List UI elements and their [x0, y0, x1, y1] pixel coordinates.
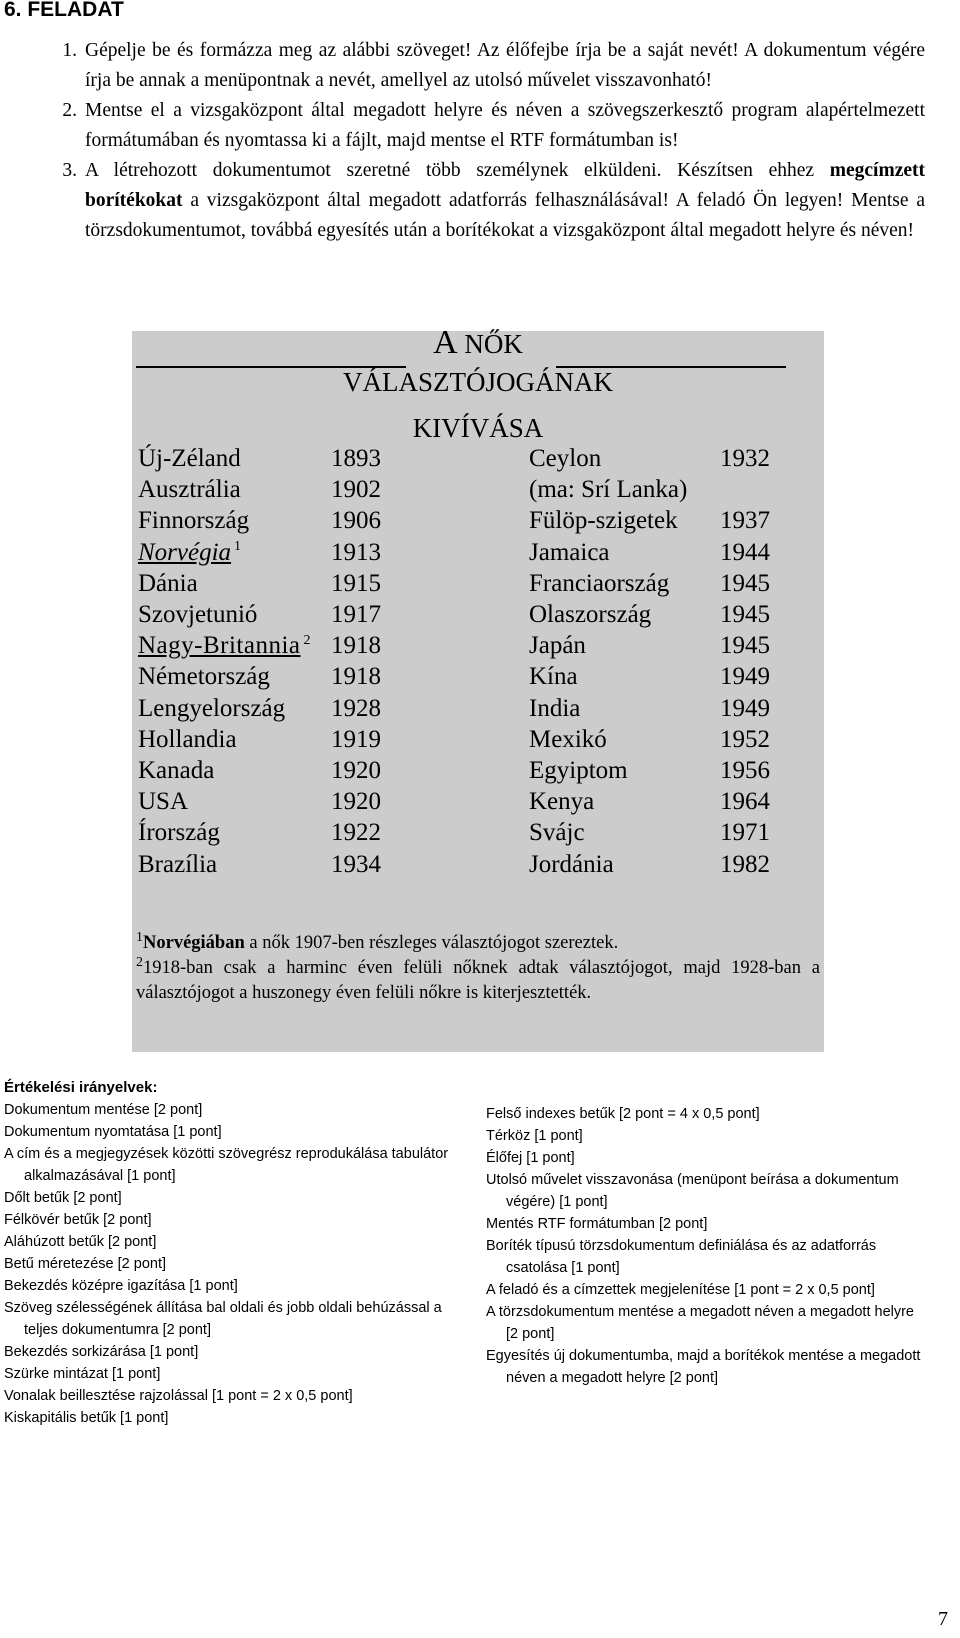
- criteria-item: Dokumentum nyomtatása [1 pont]: [4, 1124, 222, 1140]
- right-row-country: [529, 476, 687, 504]
- criteria-item: Utolsó művelet visszavonása (menüpont beírása a dokumentum végére) [1 pont]: [486, 1172, 899, 1210]
- criteria-item: A törzsdokumentum mentése a megadott néven a megadott helyre [2 pont]: [486, 1304, 914, 1342]
- left-row-year: 1928: [331, 694, 381, 722]
- right-row-country: [529, 726, 607, 754]
- criteria-item: Bekezdés sorkizárása [1 pont]: [4, 1344, 199, 1360]
- left-row-country: [138, 851, 217, 879]
- right-row-country-name: Jordánia: [529, 850, 614, 878]
- left-row-year: 1917: [331, 601, 381, 628]
- left-row-year: 1902: [331, 476, 381, 504]
- criteria-item: Szöveg szélességének állítása bal oldali és jobb oldali behúzással a teljes dokumentumra [2 pont]: [4, 1300, 442, 1338]
- right-row-year: 1982: [720, 850, 770, 878]
- left-row-country: [138, 476, 241, 504]
- criteria-item: Egyesítés új dokumentumba, majd a borítékok mentése a megadott néven a megadott helyre [2 pont]: [486, 1348, 921, 1386]
- criteria-item: Aláhúzott betűk [2 pont]: [4, 1234, 157, 1250]
- criteria-item: Félkövér betűk [2 pont]: [4, 1212, 152, 1228]
- left-row-country-name: Kanada: [138, 757, 215, 784]
- task-item-1: [47, 36, 925, 96]
- task-text-3: [85, 156, 925, 246]
- footnote-2-text: 1918-ban csak a harminc éven felüli nőknek adtak választójogot, majd 1928-ban a választójogot a huszonegy éven felüli nőkre is kiterjesztették.: [136, 958, 820, 1003]
- right-row-country-name: Svájc: [529, 819, 585, 847]
- criteria-item: Kiskapitális betűk [1 pont]: [4, 1410, 169, 1426]
- left-row-country-name: Szovjetunió: [138, 601, 258, 628]
- right-row-year: 1937: [720, 507, 770, 535]
- right-row-country: [529, 632, 586, 660]
- title-line-2: VÁLASZTÓJOGÁNAK: [343, 367, 613, 397]
- right-row-country-name: Kína: [529, 663, 578, 691]
- left-row-country-name: USA: [138, 788, 189, 816]
- title-initial: A: [433, 324, 465, 361]
- left-row-country-name: Ausztrália: [138, 476, 241, 504]
- right-row-country-name: Jamaica: [529, 538, 610, 566]
- criteria-right-column: [486, 1103, 926, 1389]
- left-row-year: 1922: [331, 819, 381, 847]
- left-row-country-name: Norvégia: [138, 538, 232, 566]
- left-row-year: 1920: [331, 788, 381, 816]
- left-row-country: [138, 539, 241, 567]
- task-text-2: Mentse el a vizsgaközpont által megadott helyre és néven a szövegszerkesztő program alapértelmezett formátumában és nyomtassa ki a fájlt, majd mentse el RTF formátumban is!: [85, 100, 925, 151]
- left-row-country: [138, 601, 257, 629]
- left-row-country: [138, 570, 198, 598]
- task-text-3-part-2: a vizsgaközpont által megadott adatforrás felhasználásával! A feladó Ön legyen! Mentse a törzsdokumentumot, továbbá egyesítés után a borítékokat a vizsgaközpont által megadott helyre és néven!: [85, 190, 925, 241]
- right-row-year: 1945: [720, 601, 770, 628]
- right-row-country-name: (ma: Srí Lanka): [529, 476, 688, 504]
- right-row-country-name: Ceylon: [529, 445, 602, 472]
- right-row-year: 1956: [720, 757, 770, 784]
- left-row-country: [138, 632, 311, 660]
- right-row-country: [529, 663, 578, 691]
- right-row-year: 1945: [720, 632, 770, 660]
- right-row-country: [529, 539, 610, 567]
- left-row-footnote-marker: 1: [234, 539, 242, 555]
- right-row-country: [529, 445, 601, 473]
- footnote-1: [136, 931, 820, 956]
- criteria-item: Bekezdés középre igazítása [1 pont]: [4, 1278, 238, 1294]
- right-row-country-name: Olaszország: [529, 601, 652, 628]
- left-row-year: 1919: [331, 725, 381, 753]
- left-row-country-name: Brazília: [138, 850, 218, 878]
- criteria-item: Felső indexes betűk [2 pont = 4 x 0,5 pont]: [486, 1106, 760, 1122]
- criteria-right-list: [486, 1103, 926, 1389]
- left-row-year: 1915: [331, 569, 381, 597]
- right-row-country-name: Franciaország: [529, 569, 670, 597]
- left-row-year: 1918: [331, 663, 381, 691]
- right-row-year: 1971: [720, 819, 770, 847]
- footnote-1-text: a nők 1907-ben részleges választójogot szereztek.: [244, 933, 619, 953]
- criteria-item: Betű méretezése [2 pont]: [4, 1256, 167, 1272]
- footnote-1-marker: 1: [136, 929, 143, 945]
- left-row-country-name: Németország: [138, 663, 270, 691]
- right-row-country: [529, 757, 628, 785]
- task-text-1: Gépelje be és formázza meg az alábbi szöveget! Az élőfejbe írja be a saját nevét! A dokumentum végére írja be annak a menüpontnak a nevét, amellyel az utolsó művelet visszavonható!: [85, 40, 925, 91]
- right-row-year: 1932: [720, 445, 770, 472]
- footnote-2-marker: 2: [136, 954, 143, 970]
- left-row-year: 1934: [331, 850, 381, 878]
- criteria-item: A feladó és a címzettek megjelenítése [1 pont = 2 x 0,5 pont]: [486, 1282, 875, 1298]
- right-row-country-name: Japán: [529, 632, 586, 660]
- left-row-country: [138, 663, 270, 691]
- right-row-year: 1952: [720, 725, 770, 753]
- right-row-year: 1949: [720, 694, 770, 722]
- task-number-1: 1.: [62, 40, 77, 61]
- right-row-year: 1944: [720, 538, 770, 566]
- footnotes: [136, 931, 820, 1006]
- left-row-country-name: Nagy-Britannia: [138, 632, 301, 660]
- page-number: 7: [938, 1608, 948, 1630]
- right-row-country: [529, 851, 614, 879]
- criteria-title: Értékelési irányelvek:: [4, 1079, 158, 1096]
- task-text-3-part-1: A létrehozott dokumentumot szeretné több személynek elküldeni. Készítsen ehhez: [85, 160, 830, 181]
- left-row-year: 1918: [331, 632, 381, 660]
- left-row-country: [138, 788, 188, 816]
- criteria-item: Élőfej [1 pont]: [486, 1150, 575, 1166]
- left-row-country: [138, 695, 285, 723]
- left-row-country-name: Írország: [138, 819, 220, 847]
- right-row-country-name: Kenya: [529, 788, 595, 816]
- title-main-1: NŐK: [464, 329, 523, 359]
- page-heading: 6. FELADAT: [4, 0, 124, 21]
- criteria-left-column: [4, 1077, 474, 1429]
- criteria-item: Dőlt betűk [2 pont]: [4, 1190, 122, 1206]
- criteria-item: Mentés RTF formátumban [2 pont]: [486, 1216, 708, 1232]
- task-list: [47, 36, 925, 246]
- left-row-country: [138, 726, 237, 754]
- left-row-country: [138, 445, 241, 473]
- left-row-year: 1920: [331, 757, 381, 784]
- task-item-2: [47, 96, 925, 156]
- gray-panel: [132, 324, 824, 1052]
- left-row-country: [138, 507, 249, 535]
- right-row-country: [529, 601, 651, 629]
- right-row-country-name: India: [529, 694, 581, 722]
- left-row-country-name: Lengyelország: [138, 694, 286, 722]
- right-row-year: 1945: [720, 569, 770, 597]
- task-number-3: 3.: [62, 160, 77, 181]
- left-row-country-name: Hollandia: [138, 725, 237, 753]
- criteria-left-list: [4, 1099, 474, 1429]
- right-row-country: [529, 507, 678, 535]
- right-row-country: [529, 788, 594, 816]
- right-row-country-name: Fülöp-szigetek: [529, 507, 678, 535]
- left-row-year: 1893: [331, 445, 381, 472]
- criteria-item: A cím és a megjegyzések közötti szövegrész reprodukálása tabulátor alkalmazásával [1 pont]: [4, 1146, 449, 1184]
- left-row-footnote-marker: 2: [303, 632, 311, 648]
- left-row-country-name: Finnország: [138, 507, 250, 535]
- right-row-country-name: Mexikó: [529, 725, 607, 753]
- criteria-item: Szürke mintázat [1 pont]: [4, 1366, 161, 1382]
- right-row-country-name: Egyiptom: [529, 757, 628, 784]
- right-row-country: [529, 570, 669, 598]
- task-text-3-bold: megcímzett borítékokat: [85, 160, 925, 211]
- title-line-1: [132, 324, 824, 362]
- title-line-3: KIVÍVÁSA: [412, 413, 544, 443]
- left-row-country-name: Új-Zéland: [138, 445, 241, 472]
- footnote-1-bold: Norvégiában: [143, 933, 245, 953]
- right-row-country: [529, 695, 580, 723]
- task-item-3: [47, 156, 925, 246]
- criteria-item: Dokumentum mentése [2 pont]: [4, 1102, 203, 1118]
- criteria-item: Boríték típusú törzsdokumentum definiálása és az adatforrás csatolása [1 pont]: [486, 1238, 877, 1276]
- right-row-year: 1949: [720, 663, 770, 691]
- right-row-year: 1964: [720, 788, 770, 816]
- left-row-country-name: Dánia: [138, 569, 198, 597]
- task-number-2: 2.: [62, 100, 77, 121]
- left-row-country: [138, 757, 214, 785]
- right-row-country: [529, 819, 585, 847]
- criteria-item: Térköz [1 pont]: [486, 1128, 583, 1144]
- left-row-year: 1913: [331, 538, 381, 566]
- criteria-item: Vonalak beillesztése rajzolással [1 pont = 2 x 0,5 pont]: [4, 1388, 353, 1404]
- left-row-year: 1906: [331, 507, 381, 535]
- footnote-2: [136, 956, 820, 1006]
- left-row-country: [138, 819, 220, 847]
